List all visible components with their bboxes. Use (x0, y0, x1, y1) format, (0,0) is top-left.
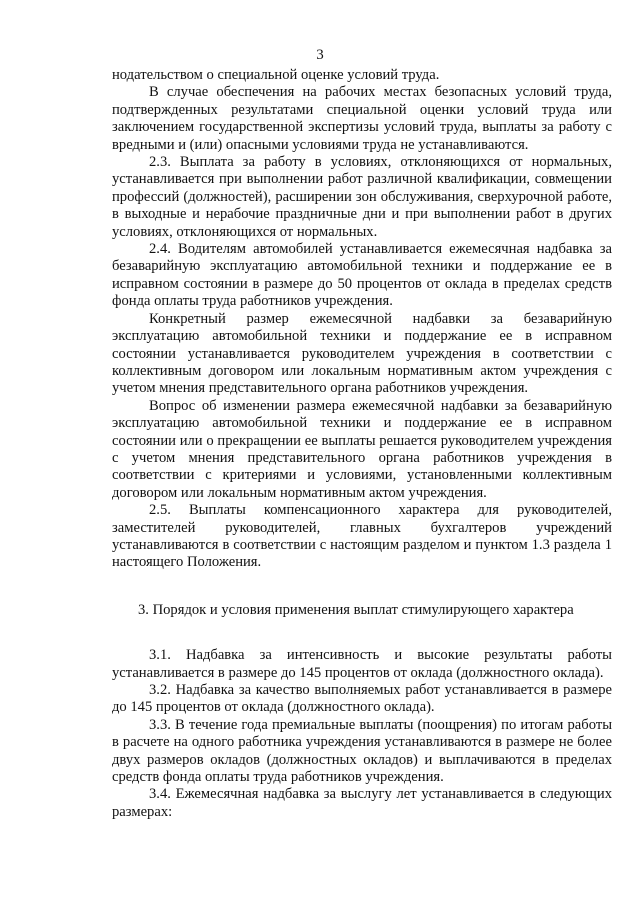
paragraph-2-5: 2.5. Выплаты компенсационного характера для руководителей, заместителей руководителей, главных бухгалтеров учреждений устанавливаются в соответствии с настоящим разделом и пунктом 1.3 раздела 1 настоящего Положения. (112, 502, 612, 571)
paragraph-specific-amount: Конкретный размер ежемесячной надбавки за безаварийную эксплуатацию автомобильной техники и поддержание ее в исправном состоянии устанавливается руководителем учреждения в соответствии с коллективным договором или локальным нормативным актом учреждения с учетом мнения представительного органа работников учреждения. (112, 310, 612, 397)
paragraph-2-4: 2.4. Водителям автомобилей устанавливается ежемесячная надбавка за безаварийную эксплуатацию автомобильной техники и поддержание ее в исправном состоянии в размере до 50 процентов от оклада в пределах средств фонда оплаты труда работников учреждения. (112, 241, 612, 310)
document-body (112, 67, 612, 821)
paragraph-3-1: 3.1. Надбавка за интенсивность и высокие результаты работы устанавливается в размере до 145 процентов от оклада (должностного оклада). (112, 647, 612, 681)
paragraph-safe-conditions: В случае обеспечения на рабочих местах безопасных условий труда, подтвержденных результатами специальной оценки условий труда или заключением государственной экспертизы условий труда, выплаты за работу с вредными и (или) опасными условиями труда не устанавливаются. (112, 84, 612, 153)
section-3-heading: 3. Порядок и условия применения выплат стимулирующего характера (138, 601, 574, 618)
page-number: 3 (316, 47, 324, 63)
paragraph-2-3: 2.3. Выплата за работу в условиях, отклоняющихся от нормальных, устанавливается при выполнении работ различной квалификации, совмещении профессий (должностей), расширении зон обслуживания, сверхурочной работе, в выходные и нерабочие праздничные дни и при выполнении работ в других условиях, отклоняющихся от нормальных. (112, 154, 612, 240)
paragraph-change-question: Вопрос об изменении размера ежемесячной надбавки за безаварийную эксплуатацию автомобильной техники и поддержание ее в исправном состоянии или о прекращении ее выплаты решается руководителем учреждения с учетом мнения представительного органа работников учреждения в соответствии с критериями и условиями, установленными коллективным договором или локальным нормативным актом учреждения. (112, 397, 612, 501)
paragraph-3-4: 3.4. Ежемесячная надбавка за выслугу лет устанавливается в следующих размерах: (112, 786, 612, 820)
paragraph-continuation: нодательством о специальной оценке условий труда. (112, 67, 440, 83)
paragraph-3-2: 3.2. Надбавка за качество выполняемых работ устанавливается в размере до 145 процентов от оклада (должностного оклада). (112, 682, 612, 716)
paragraph-3-3: 3.3. В течение года премиальные выплаты (поощрения) по итогам работы в расчете на одного работника учреждения устанавливаются в размере не более двух размеров окладов (должностных окладов) и выплачиваются в пределах средств фонда оплаты труда работников учреждения. (112, 716, 612, 786)
